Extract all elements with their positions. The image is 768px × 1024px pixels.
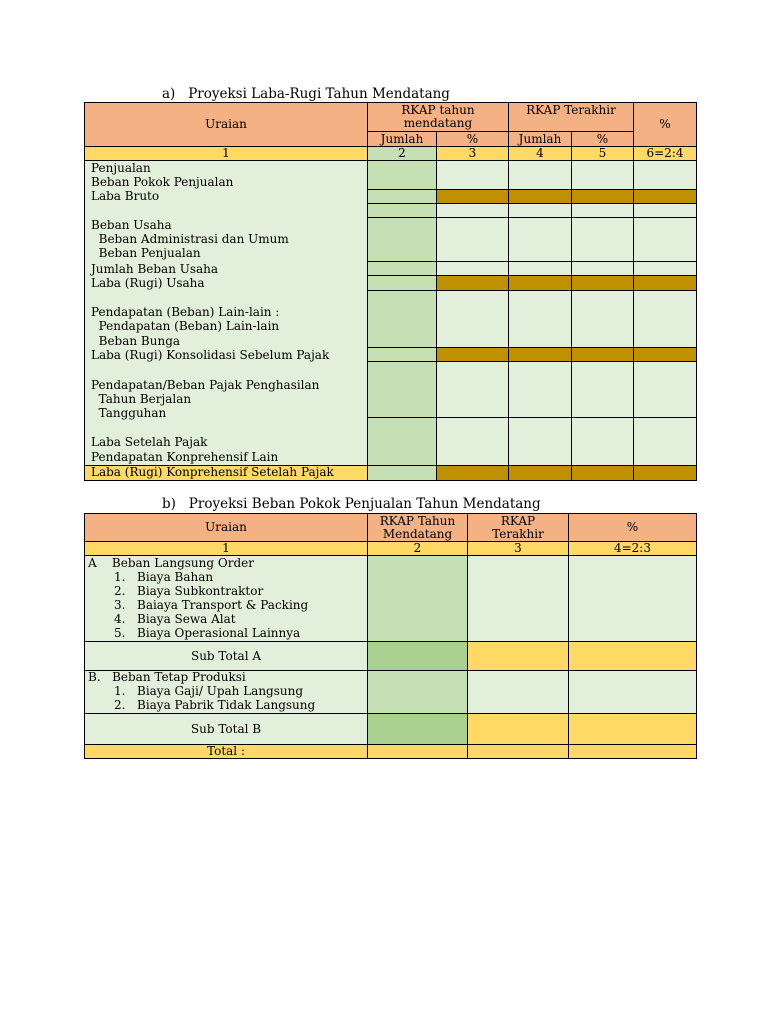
- table-cell: [571, 275, 634, 291]
- item-number: 5.: [114, 626, 126, 640]
- col-number: 1: [84, 146, 368, 161]
- table-cell: [633, 189, 697, 204]
- table-cell: [467, 555, 569, 642]
- table-cell: [633, 203, 697, 218]
- subtotal-b: Sub Total B: [84, 713, 368, 745]
- col-number: 3: [436, 146, 509, 161]
- header-rkap-terakhir: RKAP Terakhir: [508, 102, 634, 132]
- table-cell: [367, 417, 437, 466]
- table-cell: [508, 160, 572, 190]
- table-cell: [436, 417, 509, 466]
- table-cell: [367, 261, 437, 276]
- section-a-heading: A Beban Langsung Order: [88, 556, 254, 570]
- col-number: 4=2:3: [568, 541, 697, 556]
- row-label: Penjualan: [91, 161, 151, 175]
- table-cell: [633, 361, 697, 418]
- table-cell: [633, 217, 697, 262]
- table-cell: [508, 361, 572, 418]
- table-cell: [436, 465, 509, 481]
- item-number: 1.: [114, 570, 126, 584]
- row-label: Beban Usaha: [91, 218, 172, 232]
- table-cell: [367, 160, 437, 190]
- item-number: 1.: [114, 684, 126, 698]
- row-label: Pendapatan/Beban Pajak Penghasilan: [91, 378, 320, 392]
- table-cell: [568, 744, 697, 759]
- row-label: Pendapatan Konprehensif Lain: [91, 450, 279, 464]
- row-label: Beban Bunga: [91, 334, 181, 348]
- table-cell: [367, 275, 437, 291]
- table-a-title: a) Proyeksi Laba-Rugi Tahun Mendatang: [162, 86, 450, 102]
- table-cell: [633, 275, 697, 291]
- table-cell: [508, 417, 572, 466]
- table-cell: [571, 203, 634, 218]
- table-cell: [568, 670, 697, 714]
- table-cell: [436, 361, 509, 418]
- table-cell: [436, 261, 509, 276]
- row-label: Tangguhan: [91, 406, 167, 420]
- row-label: Laba Setelah Pajak: [91, 435, 208, 449]
- table-cell: [508, 275, 572, 291]
- item-number: 4.: [114, 612, 126, 626]
- header-percent: %: [633, 102, 697, 147]
- item-label: Biaya Pabrik Tidak Langsung: [137, 698, 316, 712]
- table-cell: [436, 217, 509, 262]
- table-cell: [633, 160, 697, 190]
- section-b-heading: B. Beban Tetap Produksi: [88, 670, 246, 684]
- table-cell: [571, 189, 634, 204]
- table-cell: [508, 261, 572, 276]
- table-cell: [367, 189, 437, 204]
- table-cell: [508, 217, 572, 262]
- row-label: Beban Pokok Penjualan: [91, 175, 234, 189]
- header-uraian: Uraian: [84, 513, 368, 542]
- table-cell: [568, 555, 697, 642]
- table-cell: [508, 465, 572, 481]
- table-cell: [436, 203, 509, 218]
- row-label: Jumlah Beban Usaha: [91, 262, 219, 276]
- table-cell: [508, 347, 572, 362]
- row-label: Laba (Rugi) Konsolidasi Sebelum Pajak: [91, 348, 330, 362]
- table-cell: [367, 670, 468, 714]
- item-label: Biaya Bahan: [137, 570, 214, 584]
- table-cell: [508, 203, 572, 218]
- table-cell: [633, 465, 697, 481]
- item-number: 2.: [114, 584, 126, 598]
- table-cell: [436, 160, 509, 190]
- table-cell: [367, 290, 437, 348]
- item-label: Biaya Gaji/ Upah Langsung: [137, 684, 304, 698]
- table-cell: [367, 555, 468, 642]
- table-cell: [436, 290, 509, 348]
- col-number: 3: [467, 541, 569, 556]
- row-label: Beban Penjualan: [91, 246, 201, 260]
- row-label: Pendapatan (Beban) Lain-lain :: [91, 305, 280, 319]
- header-percent: %: [568, 513, 697, 542]
- header-jumlah-2: Jumlah: [508, 131, 572, 147]
- table-cell: [571, 417, 634, 466]
- item-number: 3.: [114, 598, 126, 612]
- table-cell: [633, 417, 697, 466]
- total-row: Total :: [84, 744, 368, 759]
- col-number: 4: [508, 146, 572, 161]
- table-cell: [436, 189, 509, 204]
- table-cell: [568, 713, 697, 745]
- table-cell: [367, 203, 437, 218]
- table-cell: [367, 744, 468, 759]
- table-cell: [467, 670, 569, 714]
- table-cell: [367, 361, 437, 418]
- table-cell: [571, 347, 634, 362]
- table-cell: [633, 261, 697, 276]
- table-cell: [508, 189, 572, 204]
- subtotal-a: Sub Total A: [84, 641, 368, 671]
- table-cell: [568, 641, 697, 671]
- header-rkap-mendatang: RKAP tahun mendatang: [367, 102, 509, 132]
- row-label: Laba (Rugi) Konprehensif Setelah Pajak: [91, 465, 334, 479]
- table-cell: [367, 217, 437, 262]
- item-label: Biaya Sewa Alat: [137, 612, 236, 626]
- table-cell: [508, 290, 572, 348]
- header-jumlah-1: Jumlah: [367, 131, 437, 147]
- table-cell: [571, 160, 634, 190]
- row-label: Beban Administrasi dan Umum: [91, 232, 289, 246]
- table-cell: [467, 641, 569, 671]
- table-cell: [571, 261, 634, 276]
- item-number: 2.: [114, 698, 126, 712]
- header-uraian: Uraian: [84, 102, 368, 147]
- col-number: 5: [571, 146, 634, 161]
- table-cell: [571, 361, 634, 418]
- table-b-title: b) Proyeksi Beban Pokok Penjualan Tahun Mendatang: [162, 496, 541, 512]
- row-label: Laba (Rugi) Usaha: [91, 276, 205, 290]
- table-cell: [633, 347, 697, 362]
- table-cell: [571, 290, 634, 348]
- table-cell: [571, 217, 634, 262]
- table-cell: [571, 465, 634, 481]
- table-cell: [633, 290, 697, 348]
- row-label: Pendapatan (Beban) Lain-lain: [91, 319, 280, 333]
- header-rkap-terakhir: RKAP Terakhir: [467, 513, 569, 542]
- item-label: Biaya Operasional Lainnya: [137, 626, 301, 640]
- table-cell: [436, 347, 509, 362]
- col-number: 6=2:4: [633, 146, 697, 161]
- item-label: Biaya Subkontraktor: [137, 584, 264, 598]
- table-cell: [467, 744, 569, 759]
- col-number: 1: [84, 541, 368, 556]
- col-number: 2: [367, 146, 437, 161]
- row-label: Laba Bruto: [91, 189, 160, 203]
- table-cell: [367, 347, 437, 362]
- table-cell: [367, 465, 437, 481]
- col-number: 2: [367, 541, 468, 556]
- table-cell: [367, 641, 468, 671]
- header-rkap-mendatang: RKAP Tahun Mendatang: [367, 513, 468, 542]
- table-cell: [436, 275, 509, 291]
- header-pct-1: %: [436, 131, 509, 147]
- table-cell: [367, 713, 468, 745]
- header-pct-2: %: [571, 131, 634, 147]
- row-label: Tahun Berjalan: [91, 392, 192, 406]
- table-cell: [467, 713, 569, 745]
- item-label: Baiaya Transport & Packing: [137, 598, 309, 612]
